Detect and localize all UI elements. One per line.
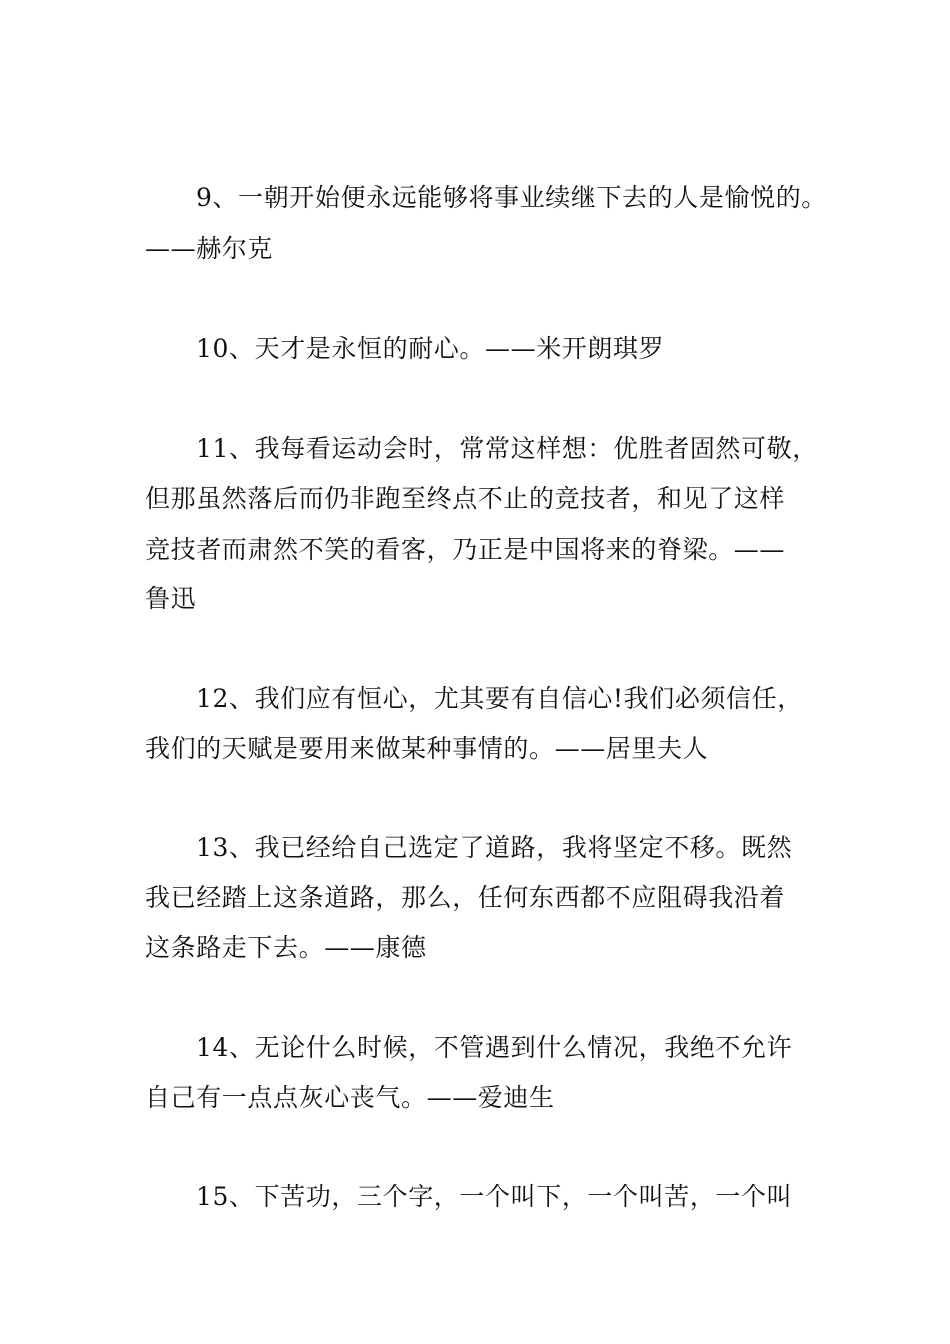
quote-line: 12、我们应有恒心，尤其要有自信心!我们必须信任，	[196, 684, 803, 713]
quote-line: 我们的天赋是要用来做某种事情的。——居里夫人	[145, 734, 709, 763]
quote-line: 这条路走下去。——康德	[145, 933, 427, 962]
quote-line: 鲁迅	[145, 584, 197, 613]
quote-line: 14、无论什么时候，不管遇到什么情况，我绝不允许	[196, 1033, 793, 1062]
quote-line: 13、我已经给自己选定了道路，我将坚定不移。既然	[196, 833, 793, 862]
quote-line: 自己有一点点灰心丧气。——爱迪生	[145, 1083, 555, 1112]
quote-line: 9、一朝开始便永远能够将事业续继下去的人是愉悦的。	[196, 183, 827, 212]
quote-line: ——赫尔克	[145, 234, 274, 263]
quote-line: 我已经踏上这条道路，那么，任何东西都不应阻碍我沿着	[145, 883, 786, 912]
quote-line: 竞技者而肃然不笑的看客，乃正是中国将来的脊梁。——	[145, 535, 786, 564]
quote-line: 10、天才是永恒的耐心。——米开朗琪罗	[196, 334, 665, 363]
quote-line: 15、下苦功，三个字，一个叫下，一个叫苦，一个叫	[196, 1182, 793, 1211]
quote-line: 11、我每看运动会时，常常这样想：优胜者固然可敬，	[196, 434, 818, 463]
quote-line: 但那虽然落后而仍非跑至终点不止的竞技者，和见了这样	[145, 484, 786, 513]
